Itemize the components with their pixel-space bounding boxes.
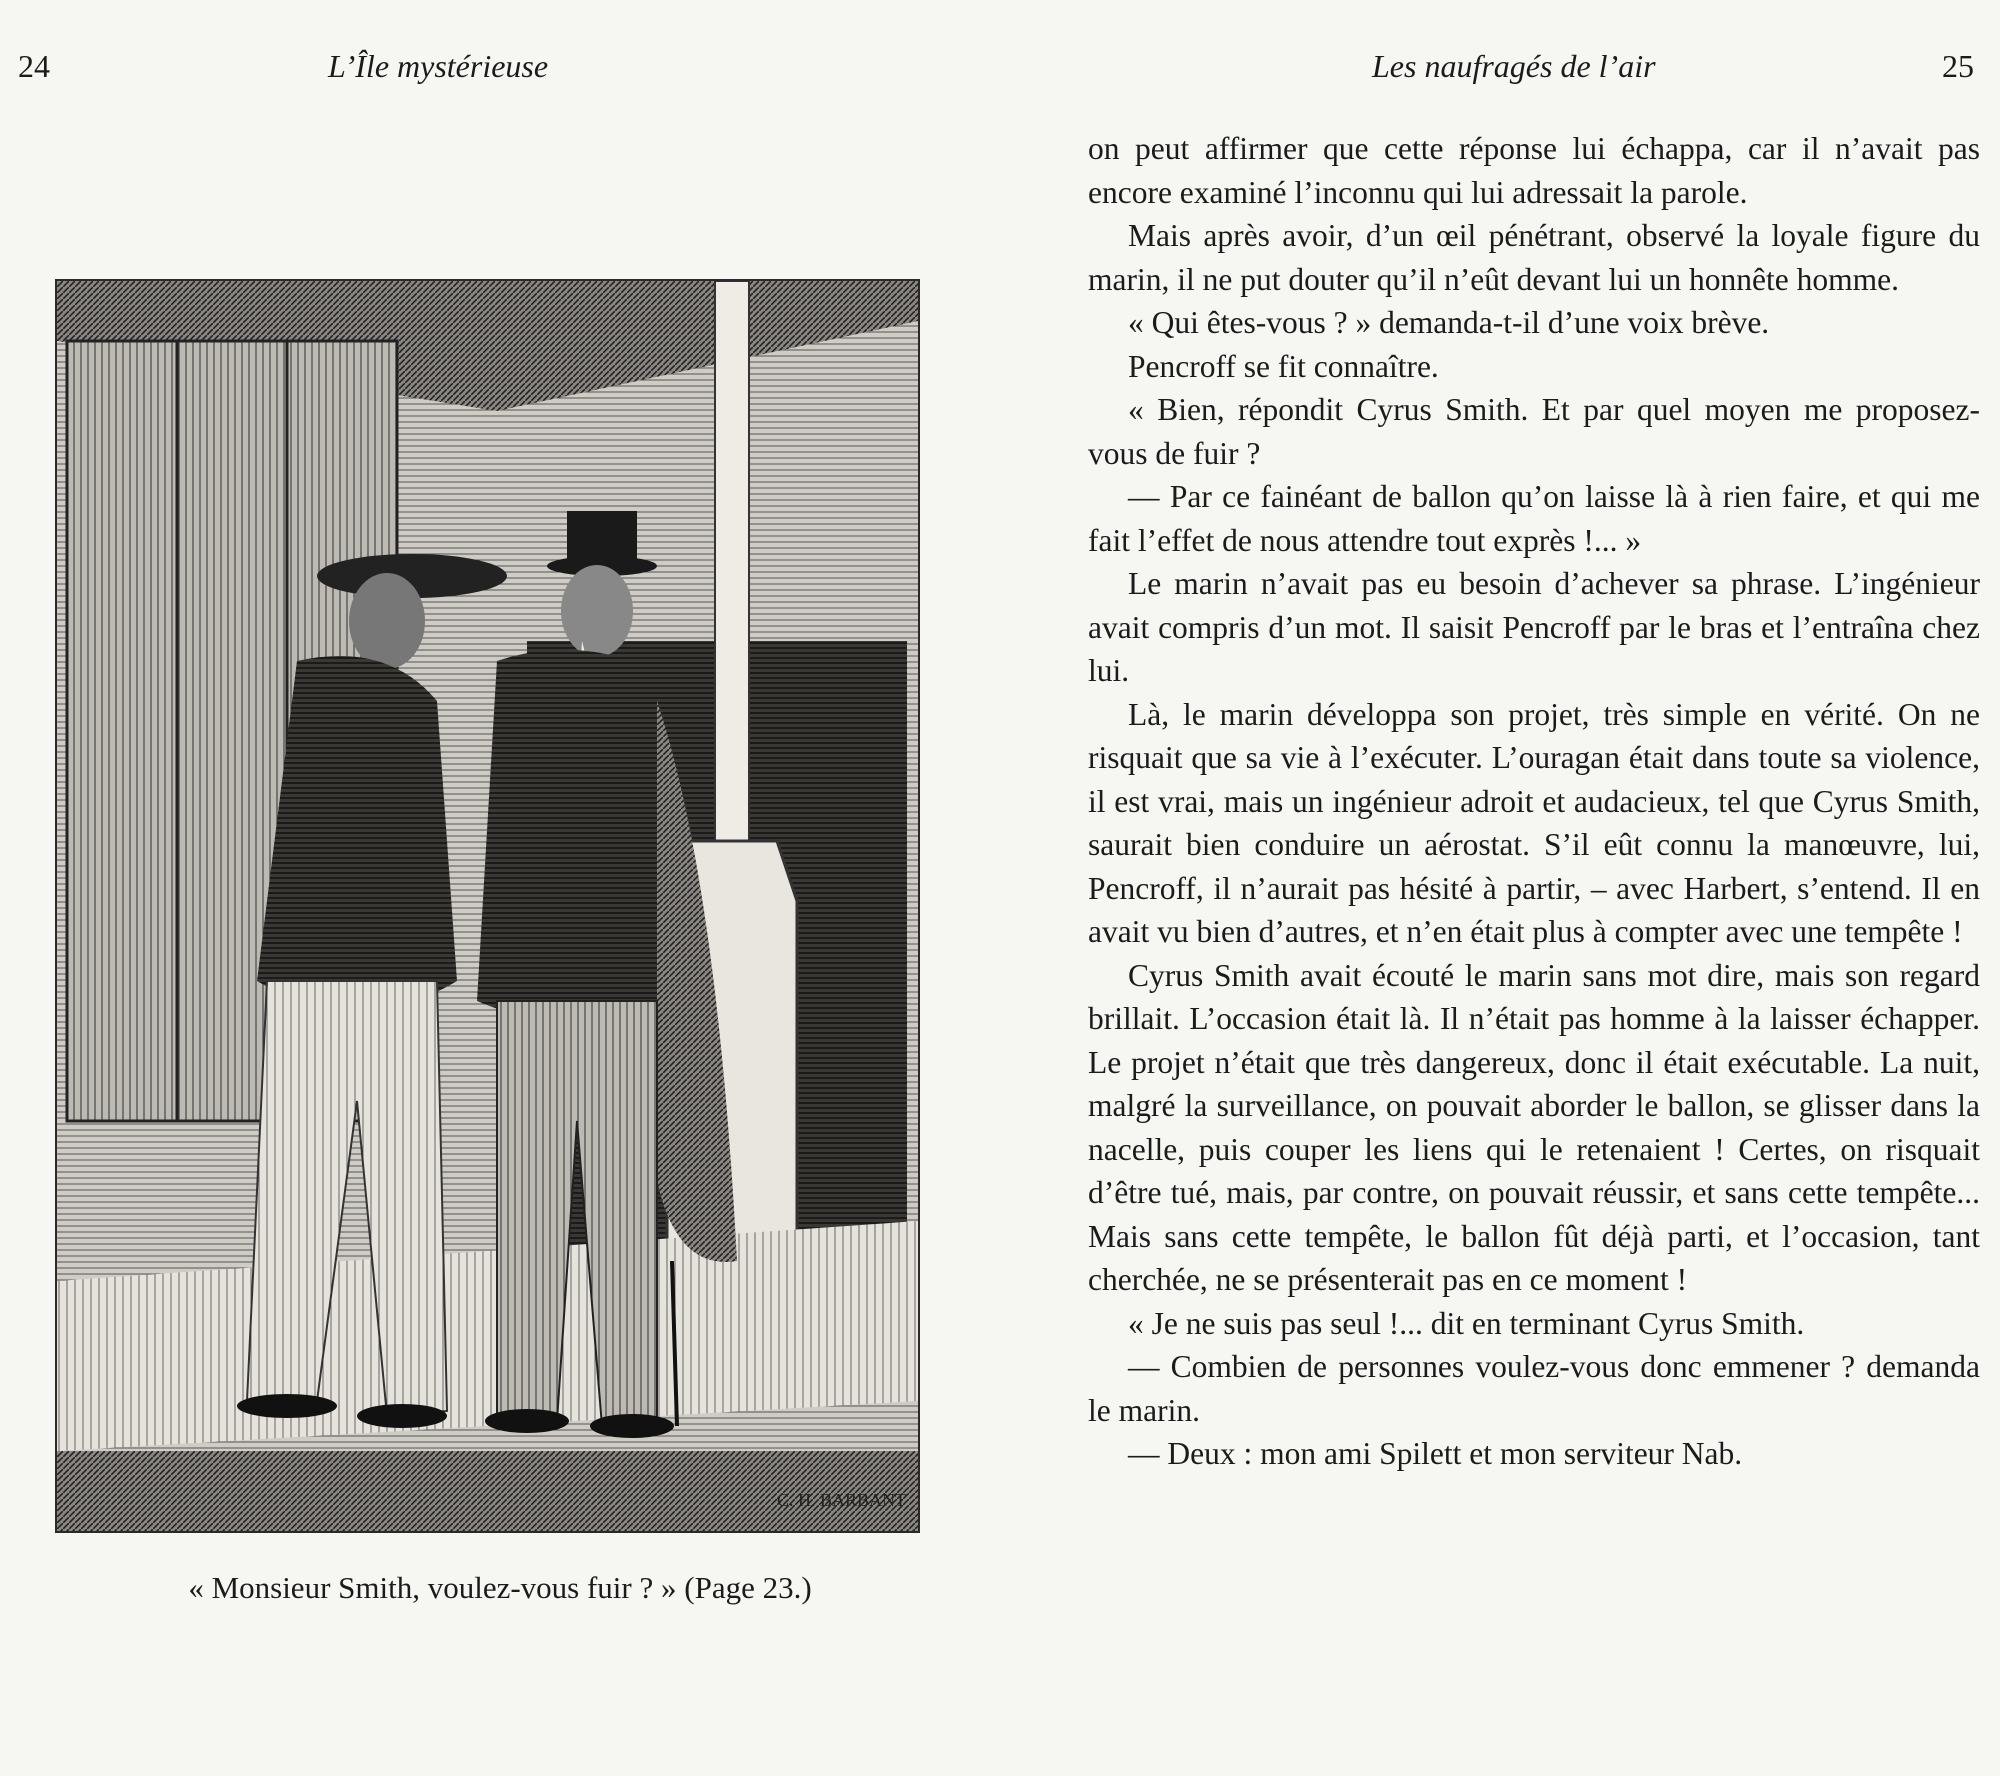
paragraph: « Qui êtes-vous ? » demanda-t-il d’une voix brève.: [1128, 305, 1770, 340]
right-page: [1000, 0, 2000, 1776]
running-title-left: L’Île mystérieuse: [328, 48, 549, 84]
body-text: [1088, 127, 1980, 1476]
running-title-right: Les naufragés de l’air: [1372, 48, 1656, 84]
engraver-signature: C. H. BARBANT: [777, 1490, 907, 1510]
paragraph: Le marin n’avait pas eu besoin d’achever sa phrase. L’ingénieur avait compris d’un mot. Il saisit Pencroff par le bras et l’entraîna chez lui.: [1088, 566, 1980, 688]
illustration-caption: « Monsieur Smith, voulez-vous fuir ? » (Page 23.): [188, 1570, 812, 1605]
paragraph: Cyrus Smith avait écouté le marin sans mot dire, mais son regard brillait. L’occasion était là. Il n’était pas homme à la laisser échapper. Le projet n’était que très dangereux, donc il était exécutable. La nuit, malgré la surveillance, on pouvait aborder le ballon, se glisser dans la nacelle, puis couper les liens qui le retenaient ! Certes, on risquait d’être tué, mais, par contre, on pouvait réussir, et sans cette tempête... Mais sans cette tempête, le ballon fût déjà parti, et l’occasion, tant cherchée, ne se présenterait pas en ce moment !: [1088, 957, 1980, 1297]
paragraph: — Combien de personnes voulez-vous donc emmener ? demanda le marin.: [1088, 1349, 1980, 1428]
page-number-right: 25: [1942, 48, 1974, 84]
paragraph: — Par ce fainéant de ballon qu’on laisse là à rien faire, et qui me fait l’effet de nous attendre tout exprès !... »: [1088, 479, 1980, 558]
paragraph: « Je ne suis pas seul !... dit en terminant Cyrus Smith.: [1128, 1305, 1805, 1341]
paragraph: Mais après avoir, d’un œil pénétrant, observé la loyale figure du marin, il ne put douter qu’il n’eût devant lui un honnête homme.: [1088, 218, 1980, 297]
illustration-engraving: [55, 279, 920, 1533]
paragraph: « Bien, répondit Cyrus Smith. Et par quel moyen me proposez-vous de fuir ?: [1088, 392, 1980, 471]
paragraph: Pencroff se fit connaître.: [1128, 348, 1439, 384]
page-number-left: 24: [18, 48, 50, 84]
paragraph: — Deux : mon ami Spilett et mon serviteur Nab.: [1128, 1436, 1743, 1471]
paragraph: on peut affirmer que cette réponse lui échappa, car il n’avait pas encore examiné l’inconnu qui lui adressait la parole.: [1088, 131, 1980, 210]
paragraph: Là, le marin développa son projet, très simple en vérité. On ne risquait que sa vie à l’exécuter. L’ouragan était dans toute sa violence, il est vrai, mais un ingénieur adroit et audacieux, tel que Cyrus Smith, saurait bien conduire un aérostat. S’il eût connu la manœuvre, lui, Pencroff, il n’aurait pas hésité à partir, – avec Harbert, s’entend. Il en avait vu bien d’autres, et n’en était plus à compter avec une tempête !: [1088, 696, 1980, 949]
